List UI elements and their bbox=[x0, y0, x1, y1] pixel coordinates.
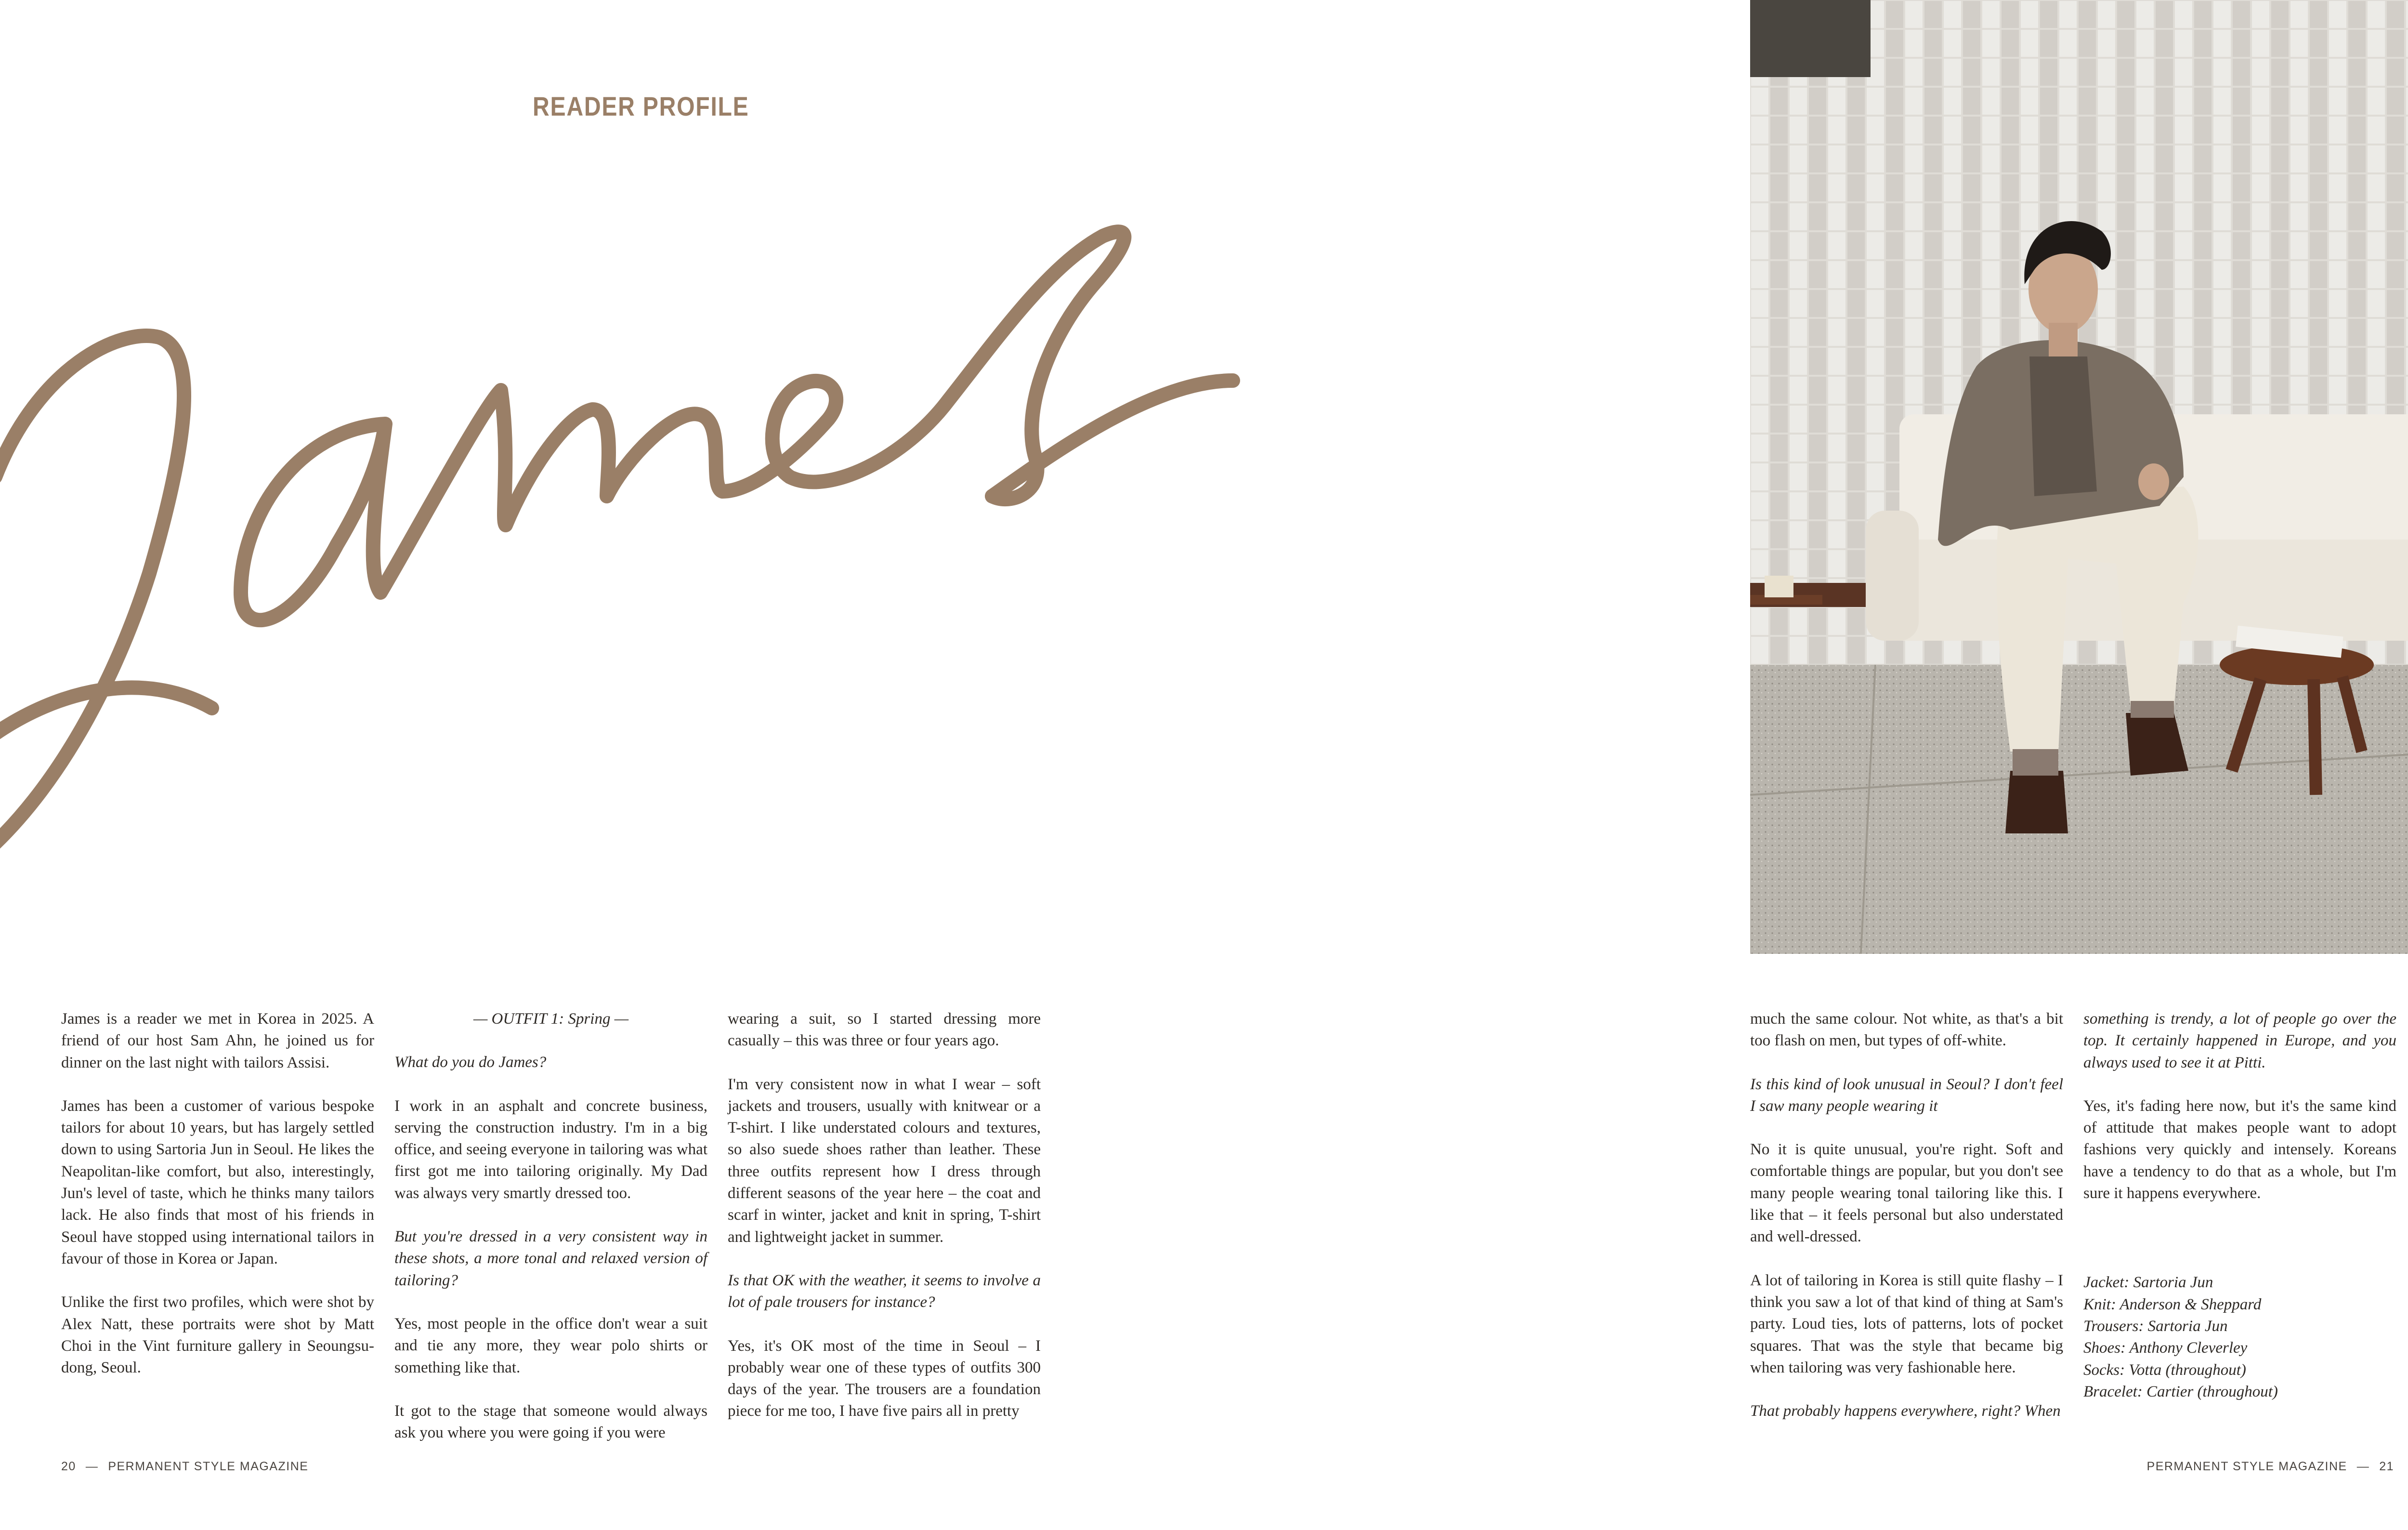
script-title-james bbox=[0, 207, 1252, 891]
outfit-credits bbox=[2083, 1272, 2396, 1403]
interview-answer: It got to the stage that someone would always ask you where you were going if you were bbox=[394, 1402, 707, 1442]
interview-question: Is this kind of look unusual in Seoul? I don't feel I saw many people wearing it bbox=[1750, 1075, 2063, 1115]
article-column-3 bbox=[728, 1008, 1041, 1423]
sock bbox=[2131, 701, 2174, 718]
article-column-5 bbox=[2083, 1008, 2396, 1403]
interview-answer: Yes, it's OK most of the time in Seoul – I probably wear one of these types of outfits 300 days of the year. The trousers are a foundation piece for me too, I have five pairs all in pretty bbox=[728, 1337, 1041, 1420]
credit-line: Knit: Anderson & Sheppard bbox=[2083, 1295, 2262, 1313]
credit-line: Jacket: Sartoria Jun bbox=[2083, 1274, 2213, 1292]
script-title-lettering bbox=[0, 207, 1252, 891]
intro-paragraph: James is a reader we met in Korea in 2025. A friend of our host Sam Ahn, he joined us for dinner on the last night with tailors Assisi. bbox=[61, 1010, 374, 1071]
page-number-right: 21 bbox=[2379, 1460, 2394, 1473]
sock bbox=[2013, 749, 2058, 776]
footer-separator: — bbox=[2356, 1460, 2370, 1473]
interview-answer: No it is quite unusual, you're right. Soft and comfortable things are popular, but you don't see many people wearing tonal tailoring like this. I like that – it feels personal but also understated and well-dressed. bbox=[1750, 1141, 2063, 1246]
portrait-illustration bbox=[1750, 0, 2408, 954]
article-column-4 bbox=[1750, 1008, 2063, 1422]
magazine-name: PERMANENT STYLE MAGAZINE bbox=[108, 1460, 309, 1473]
credit-line: Socks: Votta (throughout) bbox=[2083, 1361, 2246, 1379]
sweater bbox=[2029, 356, 2097, 496]
page-number-left: 20 bbox=[61, 1460, 76, 1473]
background-paragraph: James has been a customer of various bespoke tailors for about 10 years, but has largely settled down to using Sartoria Jun in Seoul. He likes the Neapolitan-like comfort, but also, interestingly, Jun's level of taste, which he thinks many tailors lack. He also finds that most of his friends in Seoul have stopped using international tailors in favour of those in Korea or Japan. bbox=[61, 1097, 374, 1267]
sofa-arm bbox=[1866, 511, 1919, 641]
magazine-name: PERMANENT STYLE MAGAZINE bbox=[2146, 1460, 2347, 1473]
interview-answer: A lot of tailoring in Korea is still quite flashy – I think you saw a lot of that kind of thing at Sam's party. Loud ties, lots of patterns, lots of pocket squares. That was the style that became big when tailoring was very fashionable here. bbox=[1750, 1271, 2063, 1376]
candle bbox=[1765, 576, 1793, 597]
interview-answer: I work in an asphalt and concrete business, serving the construction industry. I'm in a big office, and seeing everyone in tailoring was what first got me into tailoring originally. My Dad was always very smartly dressed too. bbox=[394, 1097, 707, 1202]
hand bbox=[2138, 463, 2169, 500]
outfit-heading: — OUTFIT 1: Spring — bbox=[473, 1010, 629, 1028]
portrait-photo bbox=[1750, 0, 2408, 954]
footer-right bbox=[2147, 1460, 2394, 1474]
credit-line: Trousers: Sartoria Jun bbox=[2083, 1317, 2228, 1335]
footer-separator: — bbox=[85, 1460, 99, 1473]
interview-question: That probably happens everywhere, right? When bbox=[1750, 1402, 2061, 1420]
interview-answer: Yes, most people in the office don't wear a suit and tie any more, they wear polo shirts or something like that. bbox=[394, 1315, 707, 1376]
interview-question: Is that OK with the weather, it seems to involve a lot of pale trousers for instance? bbox=[728, 1271, 1041, 1311]
interview-question: But you're dressed in a very consistent way in these shots, a more tonal and relaxed version of tailoring? bbox=[394, 1228, 707, 1289]
shoe bbox=[2005, 771, 2068, 833]
script-strokes bbox=[0, 232, 1233, 848]
article-column-1 bbox=[61, 1008, 374, 1400]
credit-line: Shoes: Anthony Cleverley bbox=[2083, 1339, 2248, 1357]
interview-answer: wearing a suit, so I started dressing more casually – this was three or four years ago. bbox=[728, 1010, 1041, 1050]
neck bbox=[2049, 323, 2078, 356]
interview-question: What do you do James? bbox=[394, 1054, 547, 1071]
window bbox=[1750, 0, 1871, 77]
article-column-2 bbox=[394, 1008, 707, 1444]
letter-j-stroke bbox=[0, 336, 184, 848]
interview-answer: much the same colour. Not white, as that's a bit too flash on men, but types of off-white. bbox=[1750, 1010, 2063, 1050]
letter-j-crossbar bbox=[0, 687, 212, 737]
interview-answer: Yes, it's fading here now, but it's the same kind of attitude that makes people want to adopt fashions very quickly and intensely. Koreans have a tendency to do that as a whole, but I'm sure it happens everywhere. bbox=[2083, 1097, 2396, 1202]
side-table-leg bbox=[2314, 679, 2316, 795]
letter-a-stroke bbox=[241, 232, 1124, 620]
credit-line: Bracelet: Cartier (throughout) bbox=[2083, 1383, 2278, 1400]
footer-left bbox=[61, 1460, 308, 1474]
photo-credit-paragraph: Unlike the first two profiles, which were shot by Alex Natt, these portraits were shot by Matt Choi in the Vint furniture gallery in Seoungsu-dong, Seoul. bbox=[61, 1293, 374, 1377]
section-kicker: READER PROFILE bbox=[533, 91, 749, 121]
interview-question: something is trendy, a lot of people go over the top. It certainly happened in Europe, and you always used to see it at Pitti. bbox=[2083, 1010, 2396, 1071]
interview-answer: I'm very consistent now in what I wear – soft jackets and trousers, usually with knitwear or a T-shirt. I like understated colours and textures, so also suede shoes rather than leather. These three outfits represent how I dress through different seasons of the year here – the coat and scarf in winter, jacket and knit in spring, T-shirt and lightweight jacket in summer. bbox=[728, 1075, 1041, 1246]
